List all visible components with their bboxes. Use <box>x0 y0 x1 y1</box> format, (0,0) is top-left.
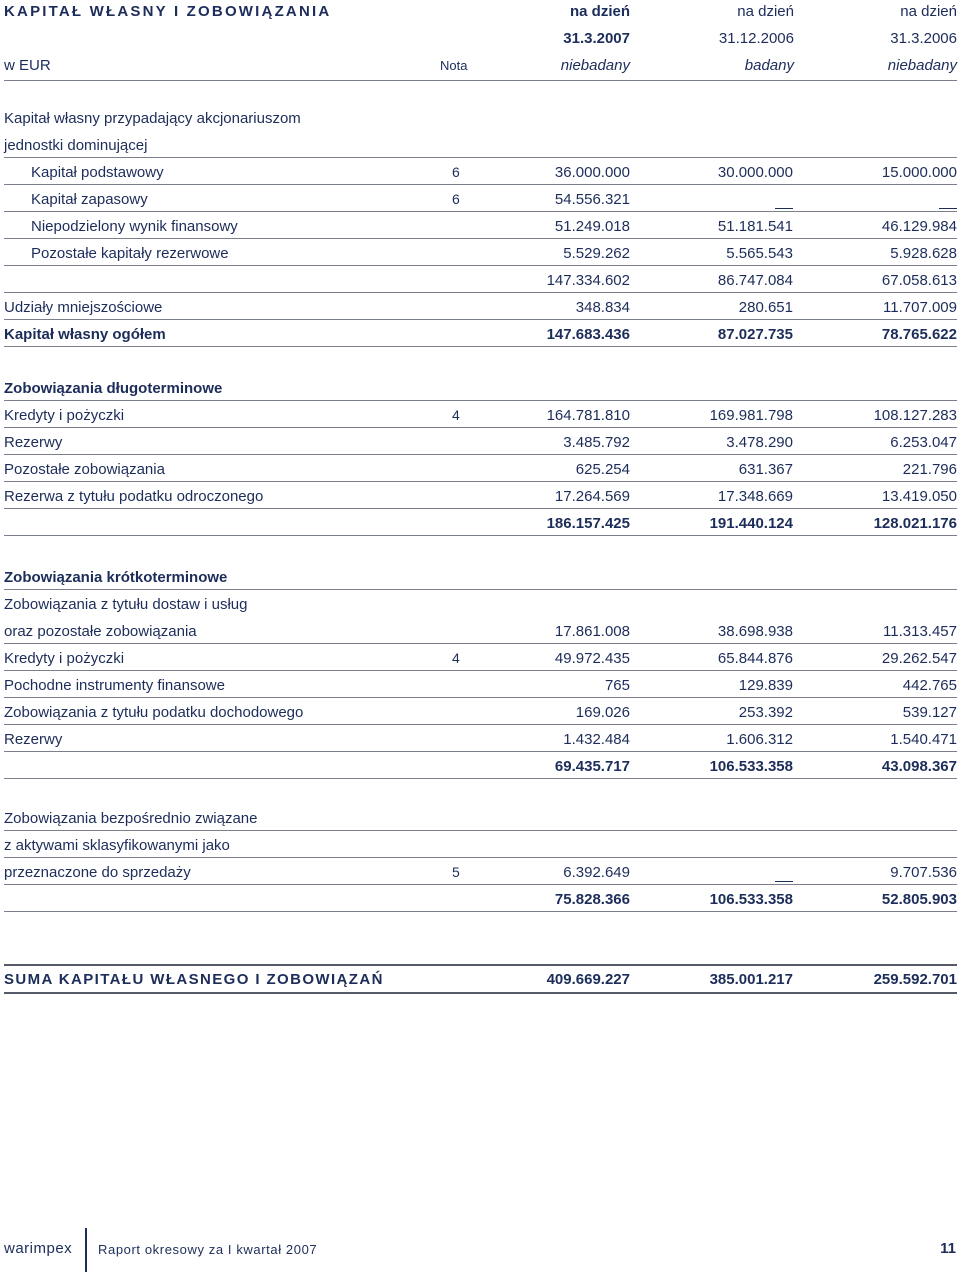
divider <box>4 751 957 752</box>
col1-header-status: niebadany <box>560 57 630 74</box>
equity-total-row: Kapitał własny ogółem 147.683.436 87.027.735 78.765.622 <box>4 326 957 343</box>
minority-interest-row: Udziały mniejszościowe 348.834 280.651 11.707.009 <box>4 299 957 316</box>
held-for-sale-row: przeznaczone do sprzedaży 5 6.392.649 9.707.536 <box>4 859 957 886</box>
table-row: Pochodne instrumenty finansowe 765 129.839 442.765 <box>4 677 957 694</box>
liabilities-total-row: 75.828.366 106.533.358 52.805.903 <box>554 891 957 908</box>
table-row: Rezerwa z tytułu podatku odroczonego 17.264.569 17.348.669 13.419.050 <box>4 488 957 505</box>
grand-total-row: SUMA KAPITAŁU WŁASNEGO I ZOBOWIĄZAŃ 409.669.227 385.001.217 259.592.701 <box>4 971 957 988</box>
table-row: Kapitał zapasowy 6 54.556.321 <box>4 186 957 213</box>
divider <box>4 589 957 590</box>
page-title: KAPITAŁ WŁASNY I ZOBOWIĄZANIA <box>4 3 332 20</box>
divider <box>4 265 957 266</box>
divider <box>4 184 957 185</box>
divider <box>4 292 957 293</box>
header-divider <box>4 80 957 81</box>
table-row: Niepodzielony wynik finansowy 51.249.018 51.181.541 46.129.984 <box>31 218 957 235</box>
col2-header-status: badany <box>744 57 794 74</box>
table-row: Zobowiązania z tytułu podatku dochodowego 169.026 253.392 539.127 <box>4 704 957 721</box>
held-for-sale-label-2: z aktywami sklasyfikowanymi jako <box>4 837 230 854</box>
table-row: Rezerwy 1.432.484 1.606.312 1.540.471 <box>4 731 957 748</box>
divider <box>4 884 957 885</box>
divider <box>4 535 957 536</box>
currency-label: w EUR <box>4 57 51 74</box>
equity-section-label: Kapitał własny przypadający akcjonariuszom <box>4 110 301 127</box>
divider <box>4 481 957 482</box>
report-title: Raport okresowy za I kwartał 2007 <box>98 1242 318 1257</box>
equity-section-label-2: jednostki dominującej <box>4 137 148 154</box>
table-row: Kredyty i pożyczki 4 164.781.810 169.981.798 108.127.283 <box>4 407 957 424</box>
note-column-header: Nota <box>440 58 468 73</box>
long-term-total-row: 186.157.425 191.440.124 128.021.176 <box>546 515 957 532</box>
divider <box>4 238 957 239</box>
divider <box>4 211 957 212</box>
col3-header-date: 31.3.2006 <box>890 30 957 47</box>
table-row: oraz pozostałe zobowiązania 17.861.008 38.698.938 11.313.457 <box>4 623 957 640</box>
divider <box>4 697 957 698</box>
divider <box>4 857 957 858</box>
divider <box>4 157 957 158</box>
company-logo: warimpex <box>4 1240 73 1257</box>
divider <box>4 319 957 320</box>
divider <box>4 508 957 509</box>
divider <box>4 643 957 644</box>
col3-header-status: niebadany <box>887 57 957 74</box>
col3-header-line1: na dzień <box>900 3 957 20</box>
page-number: 11 <box>940 1240 956 1257</box>
table-row: Pozostałe zobowiązania 625.254 631.367 221.796 <box>4 461 957 478</box>
footer-separator <box>85 1228 87 1272</box>
table-row: Kredyty i pożyczki 4 49.972.435 65.844.876 29.262.547 <box>4 650 957 667</box>
grand-total-bottom-rule <box>4 992 957 994</box>
table-row: Rezerwy 3.485.792 3.478.290 6.253.047 <box>4 434 957 451</box>
equity-subtotal-row: 147.334.602 86.747.084 67.058.613 <box>546 272 957 289</box>
divider <box>4 346 957 347</box>
table-row: Kapitał podstawowy 6 36.000.000 30.000.000 15.000.000 <box>31 164 957 181</box>
divider <box>4 427 957 428</box>
divider <box>4 830 957 831</box>
divider <box>4 670 957 671</box>
divider <box>4 778 957 779</box>
short-term-liabilities-title: Zobowiązania krótkoterminowe <box>4 569 228 586</box>
divider <box>4 911 957 912</box>
table-row: Pozostałe kapitały rezerwowe 5.529.262 5.565.543 5.928.628 <box>31 245 957 262</box>
col2-header-date: 31.12.2006 <box>718 30 794 47</box>
divider <box>4 724 957 725</box>
col2-header-line1: na dzień <box>737 3 794 20</box>
divider <box>4 454 957 455</box>
col1-header-date: 31.3.2007 <box>563 30 630 47</box>
held-for-sale-label-1: Zobowiązania bezpośrednio związane <box>4 810 258 827</box>
divider <box>4 400 957 401</box>
col1-header-line1: na dzień <box>569 3 630 20</box>
long-term-liabilities-title: Zobowiązania długoterminowe <box>4 380 223 397</box>
short-term-total-row: 69.435.717 106.533.358 43.098.367 <box>554 758 957 775</box>
table-row: Zobowiązania z tytułu dostaw i usług <box>4 596 248 613</box>
